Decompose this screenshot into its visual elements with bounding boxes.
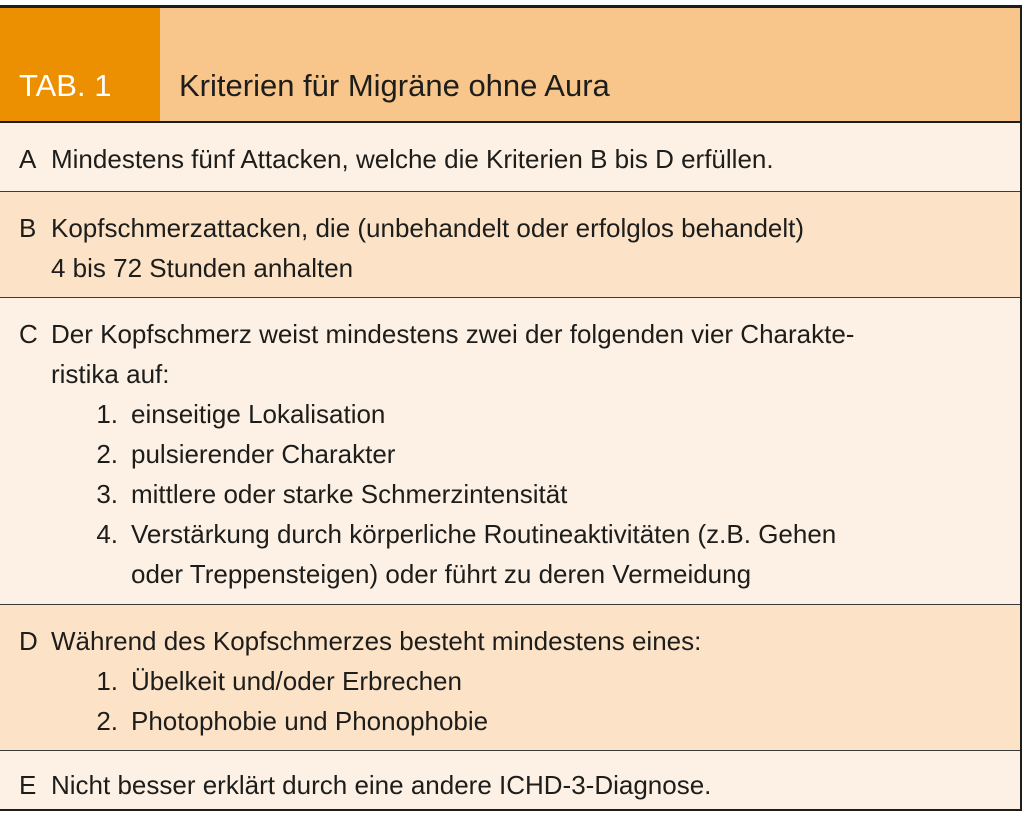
criterion-letter: E: [19, 770, 37, 800]
criterion-letter: D: [19, 626, 38, 656]
list-item: [51, 474, 1000, 514]
criterion-row-b: [0, 192, 1020, 298]
list-item: [51, 394, 1000, 434]
criterion-text-line: Kopfschmerzattacken, die (unbehandelt oder erfolglos behandelt): [51, 213, 805, 243]
list-item-text: Übelkeit und/oder Erbrechen: [131, 666, 462, 696]
list-item-number: 1.: [96, 666, 118, 696]
criterion-text-line: ristika auf:: [51, 359, 170, 389]
criterion-text: [51, 621, 1020, 750]
criterion-text-line: Der Kopfschmerz weist mindestens zwei der folgenden vier Charakte-: [51, 319, 855, 349]
table-header: [0, 8, 1020, 123]
criterion-text: [51, 314, 1020, 604]
criterion-letter: B: [19, 213, 37, 243]
criterion-letter: A: [19, 144, 37, 174]
criterion-text: Mindestens fünf Attacken, welche die Kriterien B bis D erfüllen.: [51, 144, 774, 174]
criterion-text: [51, 208, 1020, 297]
list-item-text-line: oder Treppensteigen) oder führt zu deren Vermeidung: [131, 559, 752, 589]
list-item: [51, 514, 1000, 594]
criterion-text-line: Während des Kopfschmerzes besteht mindestens eines:: [51, 626, 702, 656]
list-item: [51, 661, 1000, 701]
criterion-row-d: [0, 605, 1020, 751]
criterion-text-line: 4 bis 72 Stunden anhalten: [51, 253, 354, 283]
list-item-text: einseitige Lokalisation: [131, 399, 386, 429]
criterion-row-e: [0, 751, 1020, 809]
list-item-number: 2.: [96, 439, 118, 469]
list-item-number: 2.: [96, 706, 118, 736]
list-item: [51, 701, 1000, 741]
list-item-text: Photophobie und Phonophobie: [131, 706, 489, 736]
list-item-text-line: Verstärkung durch körperliche Routineaktivitäten (z.B. Gehen: [131, 519, 837, 549]
table-number-label: TAB. 1: [0, 8, 160, 121]
table-title: Kriterien für Migräne ohne Aura: [160, 8, 1020, 121]
list-item-number: 4.: [96, 519, 118, 549]
sub-criteria-list: [51, 661, 1000, 741]
criterion-row-a: [0, 123, 1020, 192]
criteria-table: [0, 5, 1022, 811]
list-item: [51, 434, 1000, 474]
list-item-number: 1.: [96, 399, 118, 429]
criterion-row-c: [0, 298, 1020, 605]
list-item-number: 3.: [96, 479, 118, 509]
list-item-text: mittlere oder starke Schmerzintensität: [131, 479, 568, 509]
list-item-text: pulsierender Charakter: [131, 439, 396, 469]
list-item-text: [131, 514, 1000, 594]
criterion-letter: C: [19, 319, 38, 349]
sub-criteria-list: [51, 394, 1000, 594]
criterion-text: Nicht besser erklärt durch eine andere ICHD-3-Diagnose.: [51, 770, 712, 800]
